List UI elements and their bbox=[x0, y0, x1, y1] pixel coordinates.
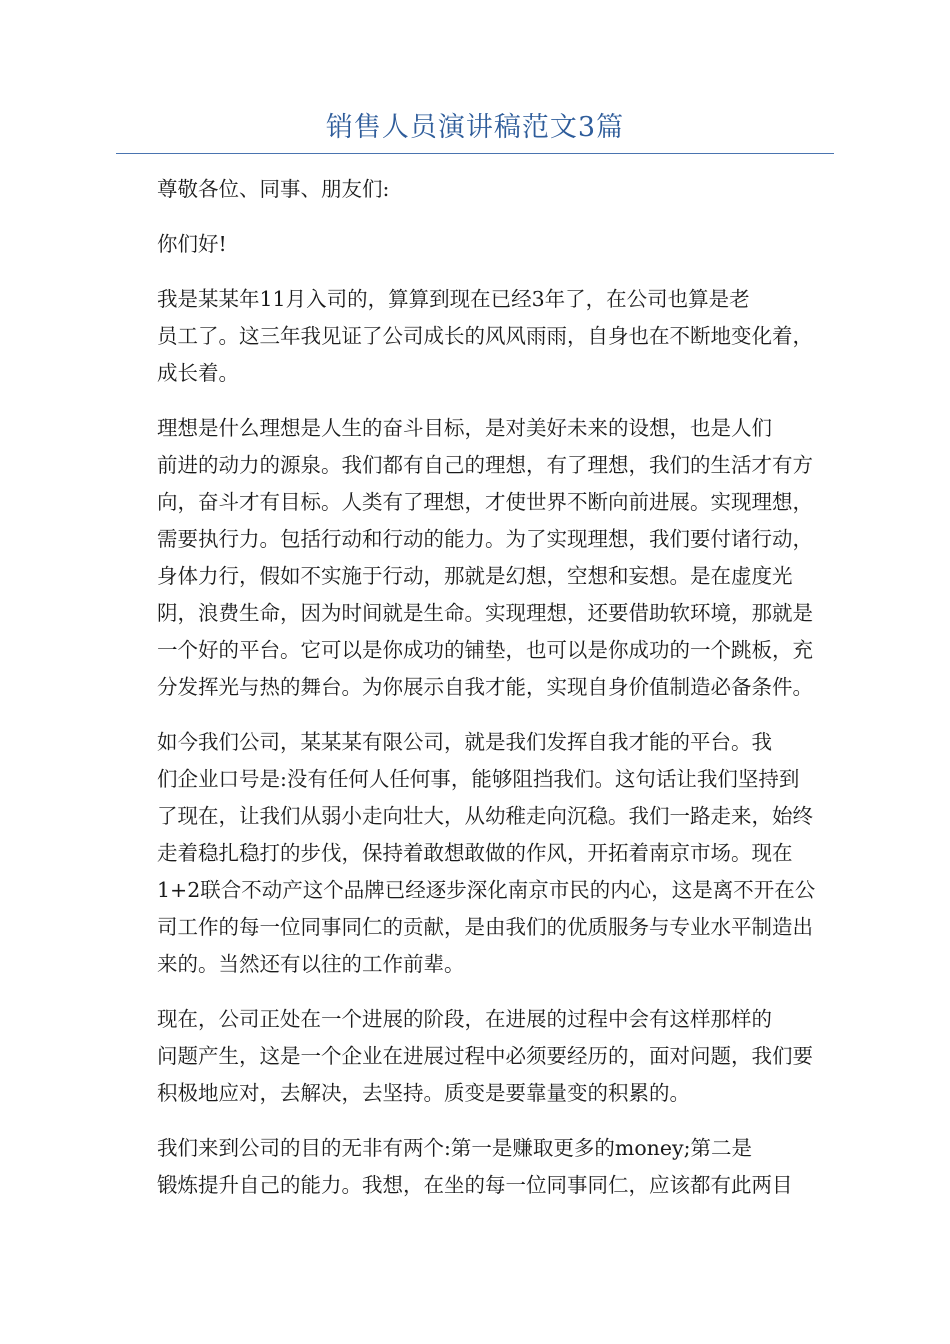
paragraph bbox=[116, 171, 834, 208]
paragraph-line: 积极地应对，去解决，去坚持。质变是要靠量变的积累的。 bbox=[157, 1081, 690, 1105]
paragraph bbox=[116, 281, 834, 392]
paragraph bbox=[116, 226, 834, 263]
paragraph-line: 锻炼提升自己的能力。我想，在坐的每一位同事同仁，应该都有此两目 bbox=[157, 1173, 793, 1197]
paragraph-line: 身体力行，假如不实施于行动，那就是幻想，空想和妄想。是在虚度光 bbox=[157, 564, 793, 588]
paragraph-line: 1+2联合不动产这个品牌已经逐步深化南京市民的内心，这是离不开在公 bbox=[157, 878, 816, 902]
paragraph-line: 成长着。 bbox=[157, 361, 239, 385]
paragraph-line: 我是某某年11月入司的，算算到现在已经3年了，在公司也算是老 bbox=[157, 287, 750, 311]
paragraph-line: 来的。当然还有以往的工作前辈。 bbox=[157, 952, 465, 976]
paragraph-line: 我们来到公司的目的无非有两个:第一是赚取更多的money;第二是 bbox=[157, 1136, 753, 1160]
paragraph-line: 们企业口号是:没有任何人任何事，能够阻挡我们。这句话让我们坚持到 bbox=[157, 767, 800, 791]
paragraph-line: 前进的动力的源泉。我们都有自己的理想，有了理想，我们的生活才有方 bbox=[157, 453, 813, 477]
document-title: 销售人员演讲稿范文3篇 bbox=[325, 112, 625, 143]
title-divider bbox=[116, 153, 834, 154]
paragraph-line: 问题产生，这是一个企业在进展过程中必须要经历的，面对问题，我们要 bbox=[157, 1044, 813, 1068]
paragraph-line: 阴，浪费生命，因为时间就是生命。实现理想，还要借助软环境，那就是 bbox=[157, 601, 813, 625]
paragraph-line: 如今我们公司，某某某有限公司，就是我们发挥自我才能的平台。我 bbox=[157, 730, 772, 754]
paragraph bbox=[116, 1001, 834, 1112]
paragraph-line: 你们好! bbox=[157, 232, 227, 256]
paragraph-line: 尊敬各位、同事、朋友们: bbox=[157, 177, 390, 201]
paragraph-line: 走着稳扎稳打的步伐，保持着敢想敢做的作风，开拓着南京市场。现在 bbox=[157, 841, 793, 865]
paragraph-line: 员工了。这三年我见证了公司成长的风风雨雨，自身也在不断地变化着， bbox=[157, 324, 813, 348]
paragraph-line: 理想是什么理想是人生的奋斗目标，是对美好未来的设想，也是人们 bbox=[157, 416, 772, 440]
paragraph-line: 需要执行力。包括行动和行动的能力。为了实现理想，我们要付诸行动， bbox=[157, 527, 813, 551]
paragraph bbox=[116, 724, 834, 983]
paragraph-line: 一个好的平台。它可以是你成功的铺垫，也可以是你成功的一个跳板，充 bbox=[157, 638, 813, 662]
paragraph bbox=[116, 410, 834, 706]
paragraph-line: 司工作的每一位同事同仁的贡献，是由我们的优质服务与专业水平制造出 bbox=[157, 915, 813, 939]
paragraph-line: 了现在，让我们从弱小走向壮大，从幼稚走向沉稳。我们一路走来，始终 bbox=[157, 804, 813, 828]
paragraph-line: 分发挥光与热的舞台。为你展示自我才能，实现自身价值制造必备条件。 bbox=[157, 675, 813, 699]
paragraph-line: 向，奋斗才有目标。人类有了理想，才使世界不断向前进展。实现理想， bbox=[157, 490, 813, 514]
paragraph-line: 现在，公司正处在一个进展的阶段，在进展的过程中会有这样那样的 bbox=[157, 1007, 772, 1031]
document-body bbox=[116, 171, 834, 1222]
paragraph bbox=[116, 1130, 834, 1204]
